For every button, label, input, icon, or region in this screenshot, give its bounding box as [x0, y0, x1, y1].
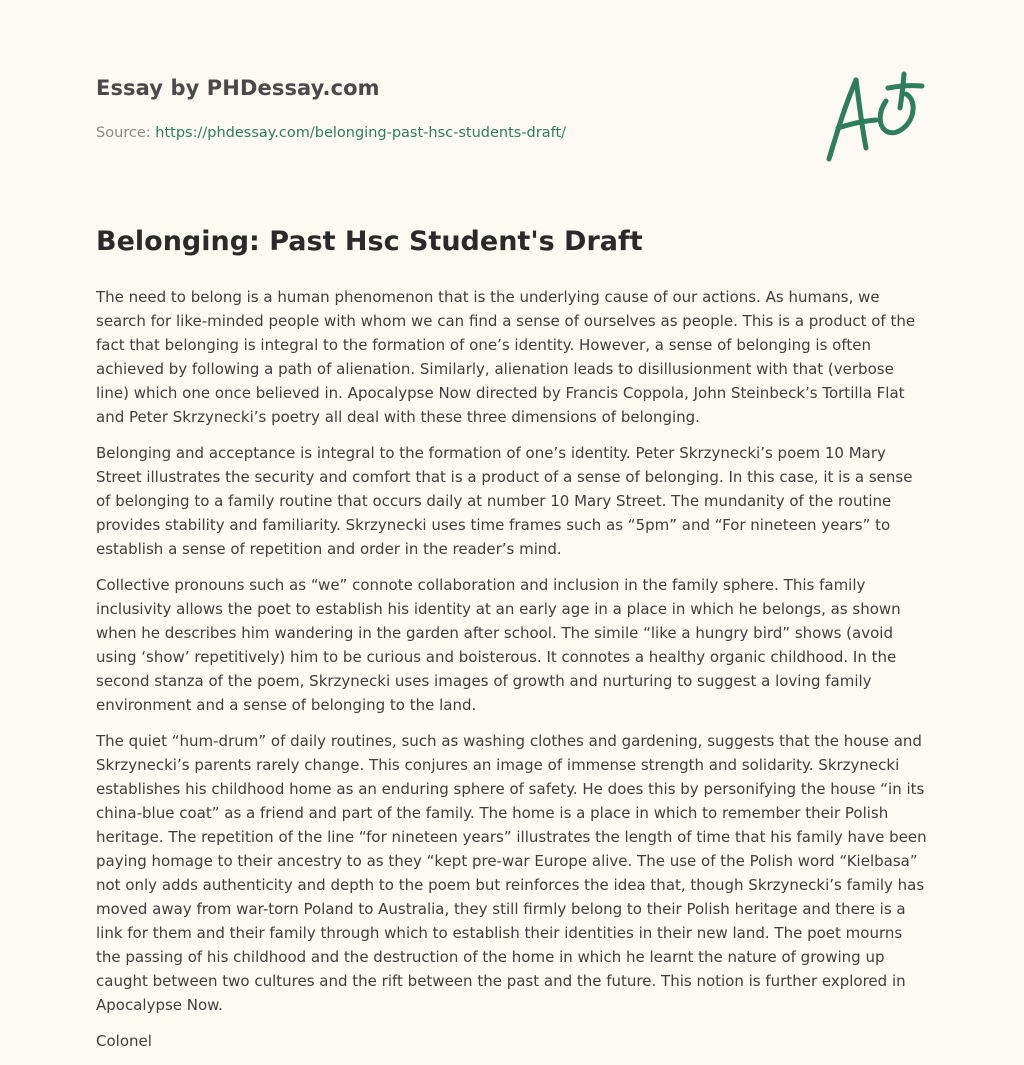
paragraph-collective-pronouns: Collective pronouns such as “we” connote collaboration and inclusion in the family sphere. This family inclusivity allows the poet to establish his identity at an early age in a place in which he belongs, as shown when he describes him wandering in the garden after school. The simile “like a hungry bird” shows (avoid using ‘show’ repetitively) him to be curious and boisterous. It connotes a healthy organic childhood. In the second stanza of the poem, Skrzynecki uses images of growth and nurturing to suggest a loving family environment and a sense of belonging to the land.	[96, 576, 901, 714]
paragraph-belonging-acceptance: Belonging and acceptance is integral to the formation of one’s identity. Peter Skrzynecki’s poem 10 Mary Street illustrates the security and comfort that is a product of a sense of belonging. In this case, it is a sense of belonging to a family routine that occurs daily at number 10 Mary Street. The mundanity of the routine provides stability and familiarity. Skrzynecki uses time frames such as “5pm” and “For nineteen years” to establish a sense of repetition and order in the reader’s mind.	[96, 444, 913, 558]
site-title: Essay by PHDessay.com	[96, 76, 380, 100]
essay-title: Belonging: Past Hsc Student's Draft	[96, 226, 643, 257]
paragraph-hum-drum: The quiet “hum-drum” of daily routines, such as washing clothes and gardening, suggests that the house and Skrzynecki’s parents rarely change. This conjures an image of immense strength and solidarity. Skrzynecki establishes his childhood home as an enduring sphere of safety. He does this by personifying the house “in its china-blue coat” as a friend and part of the family. The home is a place in which to remember their Polish heritage. The repetition of the line “for nineteen years” illustrates the length of time that his family have been paying homage to their ancestry to as they “kept pre-war Europe alive. The use of the Polish word “Kielbasa” not only adds authenticity and depth to the poem but reinforces the idea that, though Skrzynecki’s family has moved away from war-torn Poland to Australia, they still firmly belong to their Polish heritage and there is a link for them and their family through which to establish their identities in their new land. The poet mourns the passing of his childhood and the destruction of the home in which he learnt the nature of growing up caught between two cultures and the rift between the past and the future. This notion is further explored in Apocalypse Now.	[96, 732, 927, 1014]
source-link[interactable]: https://phdessay.com/belonging-past-hsc-students-draft/	[155, 125, 567, 141]
paragraph-colonel: Colonel	[96, 1032, 152, 1050]
source-line	[96, 125, 566, 141]
paragraph-intro: The need to belong is a human phenomenon that is the underlying cause of our actions. As humans, we search for like-minded people with whom we can find a sense of ourselves as people. This is a product of the fact that belonging is integral to the formation of one’s identity. However, a sense of belonging is often achieved by following a path of alienation. Similarly, alienation leads to disillusionment with that (verbose line) which one once believed in. Apocalypse Now directed by Francis Coppola, John Steinbeck’s Tortilla Flat and Peter Skrzynecki’s poetry all deal with these three dimensions of belonging.	[96, 288, 916, 426]
essay-body	[96, 285, 928, 1065]
a-plus-grade-icon	[820, 68, 930, 168]
source-label: Source:	[96, 125, 151, 141]
